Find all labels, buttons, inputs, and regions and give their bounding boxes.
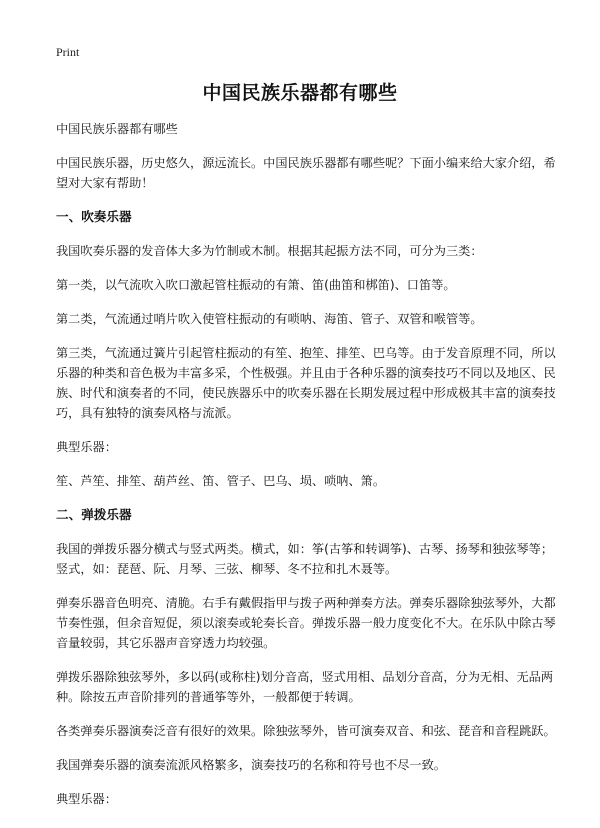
plucked-typical-label: 典型乐器： [56,792,117,806]
page-title: 中国民族乐器都有哪些 [202,82,398,104]
plucked-paragraph-4: 各类弹奏乐器演奏泛音有很好的效果。除独弦琴外，皆可演奏双音、和弦、琵音和音程跳跃。 [56,724,556,738]
article-body [56,119,556,823]
section-heading-wind: 一、吹奏乐器 [56,209,132,224]
section-heading-plucked: 二、弹拨乐器 [56,507,132,522]
wind-paragraph-1: 我国吹奏乐器的发音体大多为竹制或木制。根据其起振方法不同，可分为三类： [56,244,483,258]
plucked-paragraph-2: 弹奏乐器音色明亮、清脆。右手有戴假指甲与拨子两种弹奏方法。弹奏乐器除独弦琴外，大都节奏性强，但余音短促，须以滚奏或轮奏长音。弹拨乐器一般力度变化不大。在乐队中除古琴音量较弱，其它乐器声音穿透力均较强。 [56,596,556,650]
wind-paragraph-2: 第一类，以气流吹入吹口激起管柱振动的有箫、笛(曲笛和梆笛)、口笛等。 [56,278,456,292]
wind-paragraph-4: 第三类，气流通过簧片引起管柱振动的有笙、抱笙、排笙、巴乌等。由于发音原理不同，所以乐器的种类和音色极为丰富多采，个性极强。并且由于各种乐器的演奏技巧不同以及地区、民族、时代和演奏者的不同，使民族器乐中的吹奏乐器在长期发展过程中形成极其丰富的演奏技巧，具有独特的演奏风格与流派。 [56,346,556,420]
print-link[interactable]: Print [56,45,80,59]
wind-paragraph-3: 第二类，气流通过哨片吹入使管柱振动的有唢呐、海笛、管子、双管和喉管等。 [56,312,483,326]
wind-typical-list: 笙、芦笙、排笙、葫芦丝、笛、管子、巴乌、埙、唢呐、箫。 [56,474,386,488]
plucked-paragraph-1: 我国的弹拨乐器分横式与竖式两类。横式，如：筝(古筝和转调筝)、古琴、扬琴和独弦琴等；竖式，如：琵琶、阮、月琴、三弦、柳琴、冬不拉和扎木聂等。 [56,542,554,576]
plucked-paragraph-3: 弹拨乐器除独弦琴外，多以码(或称柱)划分音高，竖式用相、品划分音高，分为无相、无品两种。除按五声音阶排列的普通筝等外，一般都便于转调。 [56,670,554,704]
wind-typical-label: 典型乐器： [56,440,117,454]
plucked-paragraph-5: 我国弹奏乐器的演奏流派风格繁多，演奏技巧的名称和符号也不尽一致。 [56,758,446,772]
intro-paragraph: 中国民族乐器，历史悠久，源远流长。中国民族乐器都有哪些呢？下面小编来给大家介绍，希望对大家有帮助！ [56,156,556,190]
article-subtitle: 中国民族乐器都有哪些 [56,122,178,136]
